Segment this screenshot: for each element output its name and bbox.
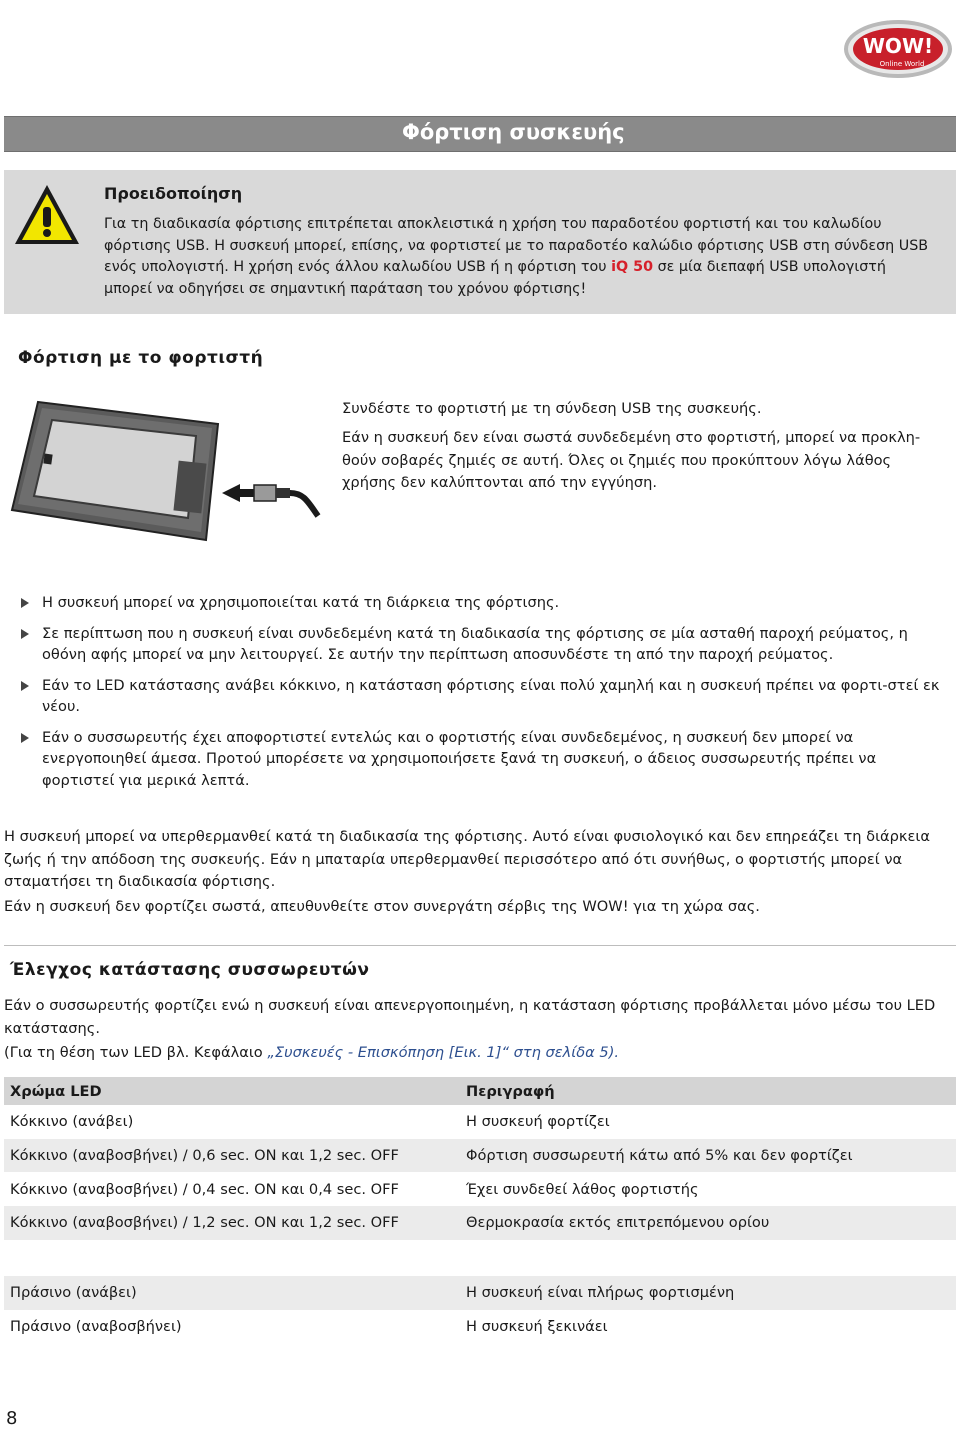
list-item: Σε περίπτωση που η συσκευή είναι συνδεδεμένη κατά τη διαδικασία της φόρτισης σε μία ασταθή παροχή ρεύματος, η οθόνη αφής μπορεί να μην λειτουργεί. Σε αυτήν την περίπτωση αποσυνδέστε τη από την παροχή ρεύματος. bbox=[20, 623, 940, 666]
led-status-table-green bbox=[4, 1276, 956, 1343]
charger-heading: Φόρτιση με το φορτιστή bbox=[18, 348, 264, 368]
overheat-paragraph: Η συσκευή μπορεί να υπερθερμανθεί κατά τη διαδικασία της φόρτισης. Αυτό είναι φυσιολογικό και δεν επηρεάζει τη διάρκεια ζωής ή την απόδοση της συσκευής. Εάν η μπαταρία υπερθερμανθεί περισσότερο από ότι συνήθως, ο φορτιστής μπορεί να σταματήσει τη διαδικασία φόρτισης. bbox=[4, 828, 930, 890]
bullet-arrow-icon bbox=[21, 733, 29, 743]
bullet-arrow-icon bbox=[21, 629, 29, 639]
connect-instruction: Συνδέστε το φορτιστή με τη σύνδεση USB της συσκευής. bbox=[342, 400, 762, 417]
device-with-charger-illustration bbox=[8, 392, 328, 542]
divider bbox=[4, 945, 956, 946]
table-row: Πράσινο (αναβοσβήνει) Η συσκευή ξεκινάει bbox=[10, 1318, 608, 1336]
table-header-row bbox=[4, 1077, 956, 1105]
column-header-led-color: Χρώμα LED bbox=[4, 1077, 460, 1105]
logo-text: WOW! bbox=[862, 34, 934, 58]
charging-notes-list bbox=[20, 592, 940, 800]
warning-text: Για τη διαδικασία φόρτισης επιτρέπεται αποκλειστικά η χρήση του παραδοτέου φορτιστή και του καλωδίου φόρτισης USB. Η συσκευή μπορεί, επίσης, να φορτιστεί με το παραδοτέο καλώδιο φόρτισης USB στη σύνδεση USB ενός υπολογιστή. Η χρήση ενός άλλου καλωδίου USB ή η φόρτιση του iQ 50 σε μία διεπαφή USB υπολογιστή μπορεί να οδηγήσει σε σημαντική παράταση του χρόνου φόρτισης! bbox=[104, 216, 929, 297]
bullet-arrow-icon bbox=[21, 681, 29, 691]
list-item: Η συσκευή μπορεί να χρησιμοποιείται κατά τη διάρκεια της φόρτισης. bbox=[20, 592, 940, 614]
battery-heading: Έλεγχος κατάστασης συσσωρευτών bbox=[10, 960, 370, 980]
page-number: 8 bbox=[6, 1408, 18, 1429]
wow-logo bbox=[842, 18, 954, 80]
column-header-description: Περιγραφή bbox=[460, 1077, 956, 1105]
list-item: Εάν ο συσσωρευτής έχει αποφορτιστεί εντελώς και ο φορτιστής είναι συνδεδεμένος, η συσκευή δεν μπορεί να ενεργοποιηθεί άμεσα. Προτού μπορέσετε να χρησιμοποιήσετε ξανά τη συσκευή, ο άδειος συσσωρευτής πρέπει να φορτιστεί για μερικά λεπτά. bbox=[20, 727, 940, 792]
table-row: Κόκκινο (αναβοσβήνει) / 0,4 sec. ON και 0,4 sec. OFF Έχει συνδεθεί λάθος φορτιστής bbox=[10, 1180, 699, 1198]
logo-subtext: Online World bbox=[879, 60, 925, 68]
bullet-arrow-icon bbox=[21, 598, 29, 608]
led-status-table bbox=[4, 1077, 956, 1240]
service-paragraph: Εάν η συσκευή δεν φορτίζει σωστά, απευθυνθείτε στον συνεργάτη σέρβις της WOW! για τη χώρα σας. bbox=[4, 898, 760, 915]
caution-text: Εάν η συσκευή δεν είναι σωστά συνδεδεμένη στο φορτιστή, μπορεί να προκλη-θούν σοβαρές ζημιές σε αυτή. Όλες οι ζημιές που προκύπτουν λόγω λάθος χρήσης δεν καλύπτονται από την εγγύηση. bbox=[342, 429, 921, 491]
page-title: Φόρτιση συσκευής bbox=[402, 120, 625, 144]
page-reference-link[interactable]: „Συσκευές - Επισκόπηση [Εικ. 1]“ στη σελίδα 5). bbox=[267, 1044, 620, 1061]
table-row: Κόκκινο (ανάβει) Η συσκευή φορτίζει bbox=[10, 1113, 610, 1131]
led-reference: (Για τη θέση των LED βλ. Κεφάλαιο „Συσκευές - Επισκόπηση [Εικ. 1]“ στη σελίδα 5). bbox=[4, 1044, 620, 1061]
table-row: Κόκκινο (αναβοσβήνει) / 0,6 sec. ON και 1,2 sec. OFF Φόρτιση συσσωρευτή κάτω από 5% και δεν φορτίζει bbox=[4, 1139, 956, 1173]
section-title-bar bbox=[4, 116, 956, 152]
warning-icon bbox=[12, 182, 82, 248]
warning-heading: Προειδοποίηση bbox=[104, 184, 243, 203]
table-row: Πράσινο (ανάβει) Η συσκευή είναι πλήρως φορτισμένη bbox=[4, 1276, 956, 1310]
product-name: iQ 50 bbox=[611, 259, 654, 275]
table-row: Κόκκινο (αναβοσβήνει) / 1,2 sec. ON και 1,2 sec. OFF Θερμοκρασία εκτός επιτρεπόμενου ορίου bbox=[4, 1206, 956, 1240]
list-item: Εάν το LED κατάστασης ανάβει κόκκινο, η κατάσταση φόρτισης είναι πολύ χαμηλή και η συσκευή πρέπει να φορτι-στεί εκ νέου. bbox=[20, 675, 940, 718]
battery-intro: Εάν ο συσσωρευτής φορτίζει ενώ η συσκευή είναι απενεργοποιημένη, η κατάσταση φόρτισης προβάλλεται μόνο μέσω του LED κατάστασης. bbox=[4, 997, 936, 1037]
